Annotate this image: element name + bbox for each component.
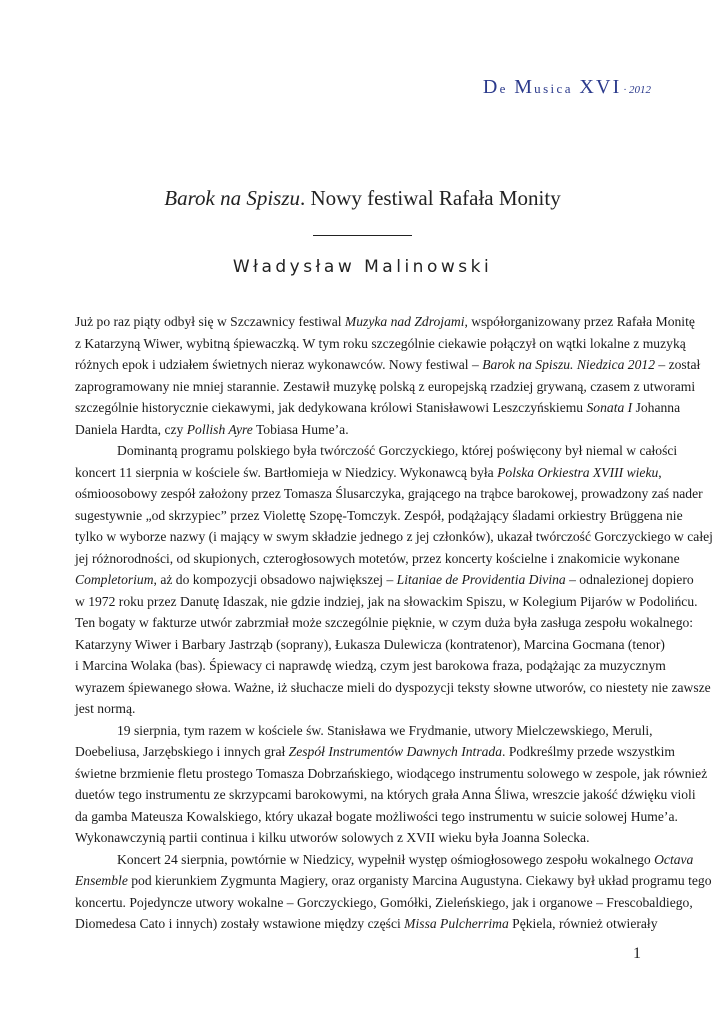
text-run: Koncert 24 sierpnia, powtórnie w Niedzicy, wypełnił występ ośmiogłosowego zespołu wokalnego bbox=[117, 851, 655, 867]
text-run: z Katarzyną Wiwer, wybitną śpiewaczką. W tym roku szczególnie ciekawie połączył on wątki lokalne z muzyką bbox=[75, 335, 686, 351]
body-line bbox=[75, 505, 683, 527]
text-run: wyrazem śpiewanego słowa. Ważne, iż słuchacze mieli do dyspozycji teksty słowne utworów, co niestety nie zawsze bbox=[75, 679, 711, 695]
italic-text: Muzyka nad Zdrojami bbox=[344, 314, 465, 329]
body-line bbox=[75, 612, 694, 634]
body-line bbox=[75, 376, 696, 398]
body-line bbox=[75, 849, 694, 871]
text-run: różnych epok i udziałem świetnych nieraz wykonawców. Nowy festiwal – bbox=[75, 357, 483, 372]
body-line bbox=[75, 591, 698, 613]
body-line bbox=[75, 698, 650, 720]
text-run: Johanna bbox=[632, 400, 681, 415]
body-line bbox=[75, 483, 703, 505]
text-run: w 1972 roku przez Danutę Idaszak, nie gdzie indziej, jak na słowackim Spiszu, w Kolegium Pijarów w Podolińcu. bbox=[75, 593, 698, 609]
text-run: duetów tego instrumentu ze skrzypcami barokowymi, na których grała Anna Śliwa, wreszcie jakość dźwięku violi bbox=[75, 787, 696, 802]
text-run: zaprogramowany nie mniej starannie. Zestawił muzykę polską z europejską rzadziej grywaną, czasem z utworami bbox=[75, 378, 696, 394]
text-run: ośmioosobowy zespół założony przez Tomasza Ślusarczyka, grającego na trąbce barokowej, prowadzony zaś nader bbox=[75, 486, 703, 501]
body-line bbox=[75, 892, 693, 914]
text-run: tylko w wyborze nazwy (i mający w swym składzie jednego z jej członków), ukazał twórczość Gorczyckiego w całej bbox=[75, 529, 713, 544]
body-line bbox=[75, 419, 650, 441]
text-run: Diomedesa Cato i innych) zostały wstawione między części bbox=[75, 916, 405, 931]
text-run: sugestywnie „od skrzypiec” przez Violettę Szopę-Tomczyk. Zespół, podążający śladami orkiestry Brüggena nie bbox=[75, 507, 683, 523]
page-number: 1 bbox=[633, 945, 641, 962]
italic-text: Barok na Spiszu. Niedzica 2012 bbox=[482, 357, 655, 372]
italic-text: Polska Orkiestra XVIII wieku bbox=[497, 464, 659, 480]
body-line bbox=[75, 763, 708, 785]
text-run: , aż do kompozycji obsadowo największej – bbox=[153, 572, 397, 587]
body-line bbox=[75, 741, 675, 763]
body-line bbox=[75, 333, 686, 355]
body-line bbox=[75, 440, 678, 462]
text-run: szczególnie historycznie ciekawymi, jak dedykowana królowi Stanisławowi Leszczyńskiemu bbox=[75, 400, 587, 415]
body-line bbox=[75, 548, 680, 570]
body-line bbox=[75, 720, 653, 742]
header-usica: usica bbox=[534, 81, 573, 96]
text-run: świetne brzmienie fletu prostego Tomasza Dobrzańskiego, wiodącego instrumentu solowego w zespole, jak również bbox=[75, 765, 708, 781]
text-run: Daniela Hardta, czy bbox=[75, 421, 187, 437]
text-run: Doebeliusa, Jarzębskiego i innych grał bbox=[75, 744, 289, 759]
text-run: jest normą. bbox=[75, 701, 136, 716]
text-run: Dominantą programu polskiego była twórczość Gorczyckiego, której poświęcony był niemal w całości bbox=[117, 443, 678, 458]
text-run: , współorganizowany przez Rafała Monitę bbox=[464, 314, 695, 329]
text-run: i Marcina Wolaka (bas). Śpiewacy ci naprawdę wiedzą, czym jest barokowa fraza, podążając za muzycznym bbox=[75, 658, 666, 673]
text-run: pod kierunkiem Zygmunta Magiery, oraz organisty Marcina Augustyna. Ciekawy był układ programu tego bbox=[127, 873, 712, 888]
body-line bbox=[75, 677, 711, 699]
italic-text: Zespół Instrumentów Dawnych Intrada bbox=[288, 744, 503, 759]
journal-header bbox=[483, 76, 651, 99]
body-line bbox=[75, 784, 696, 806]
text-run: da gamba Mateusza Kowalskiego, który ukazał bogate możliwości tego instrumentu w suicie solowej Hume’a. bbox=[75, 808, 678, 824]
article-title bbox=[0, 186, 725, 211]
italic-text: Pollish Ayre bbox=[186, 421, 253, 437]
italic-text: Litaniae de Providentia Divina bbox=[396, 572, 566, 587]
body-line bbox=[75, 311, 695, 333]
body-line bbox=[75, 634, 665, 656]
text-run: Tobiasa Hume’a. bbox=[252, 421, 349, 437]
body-line bbox=[75, 462, 662, 484]
text-run: koncertu. Pojedyncze utwory wokalne – Gorczyckiego, Gomółki, Zieleńskiego, jak i organowe – Frescobaldiego, bbox=[75, 894, 693, 910]
text-run: Już po raz piąty odbył się w Szczawnicy festiwal bbox=[75, 314, 345, 329]
header-letter-d: D bbox=[482, 76, 500, 98]
body-line bbox=[75, 397, 681, 419]
text-run: . Podkreślmy przede wszystkim bbox=[502, 744, 675, 759]
header-volume: XVI bbox=[579, 76, 622, 98]
italic-text: Missa Pulcherrima bbox=[404, 916, 509, 931]
text-run: 19 sierpnia, tym razem w kościele św. Stanisława we Frydmanie, utwory Mielczewskiego, Meruli, bbox=[117, 722, 653, 738]
text-run: – został bbox=[655, 357, 701, 372]
body-line bbox=[75, 354, 701, 376]
text-run: Pękiela, również otwierały bbox=[508, 916, 658, 931]
text-run: koncert 11 sierpnia w kościele św. Bartłomieja w Niedzicy. Wykonawcą była bbox=[75, 464, 498, 480]
body-line bbox=[75, 913, 658, 935]
header-letter-e: e bbox=[499, 81, 508, 96]
text-run: Wykonawczynią partii continua i kilku utworów solowych z XVII wieku była Joanna Solecka. bbox=[75, 830, 590, 845]
text-run: jej różnorodności, od skupionych, czterogłosowych motetów, przez koncerty kościelne i znakomicie wykonane bbox=[75, 550, 680, 566]
body-line bbox=[75, 569, 694, 591]
body-line bbox=[75, 827, 650, 849]
body-line bbox=[75, 655, 666, 677]
title-rest: . Nowy festiwal Rafała Monity bbox=[300, 186, 561, 210]
header-year: · 2012 bbox=[623, 84, 651, 96]
body-line bbox=[75, 806, 678, 828]
title-italic: Barok na Spiszu bbox=[164, 186, 301, 210]
text-run: Katarzyny Wiwer i Barbary Jastrząb (soprany), Łukasza Dulewicza (kontratenor), Marcina Gocmana (tenor) bbox=[75, 636, 665, 652]
header-letter-m: M bbox=[514, 76, 535, 98]
italic-text: Ensemble bbox=[75, 873, 128, 888]
author-name: Władysław Malinowski bbox=[232, 257, 493, 277]
text-run: – odnalezionej dopiero bbox=[565, 572, 694, 587]
body-line bbox=[75, 870, 712, 892]
italic-text: Sonata I bbox=[586, 400, 633, 415]
italic-text: Completorium bbox=[75, 572, 154, 587]
text-run: , bbox=[658, 464, 662, 480]
body-line bbox=[75, 526, 713, 548]
article-body bbox=[75, 311, 713, 935]
title-divider bbox=[313, 235, 412, 236]
italic-text: Octava bbox=[654, 851, 694, 867]
text-run: Ten bogaty w fakturze utwór zabrzmiał może szczególnie pięknie, w czym duża była zasługa zespołu wokalnego: bbox=[75, 615, 694, 630]
